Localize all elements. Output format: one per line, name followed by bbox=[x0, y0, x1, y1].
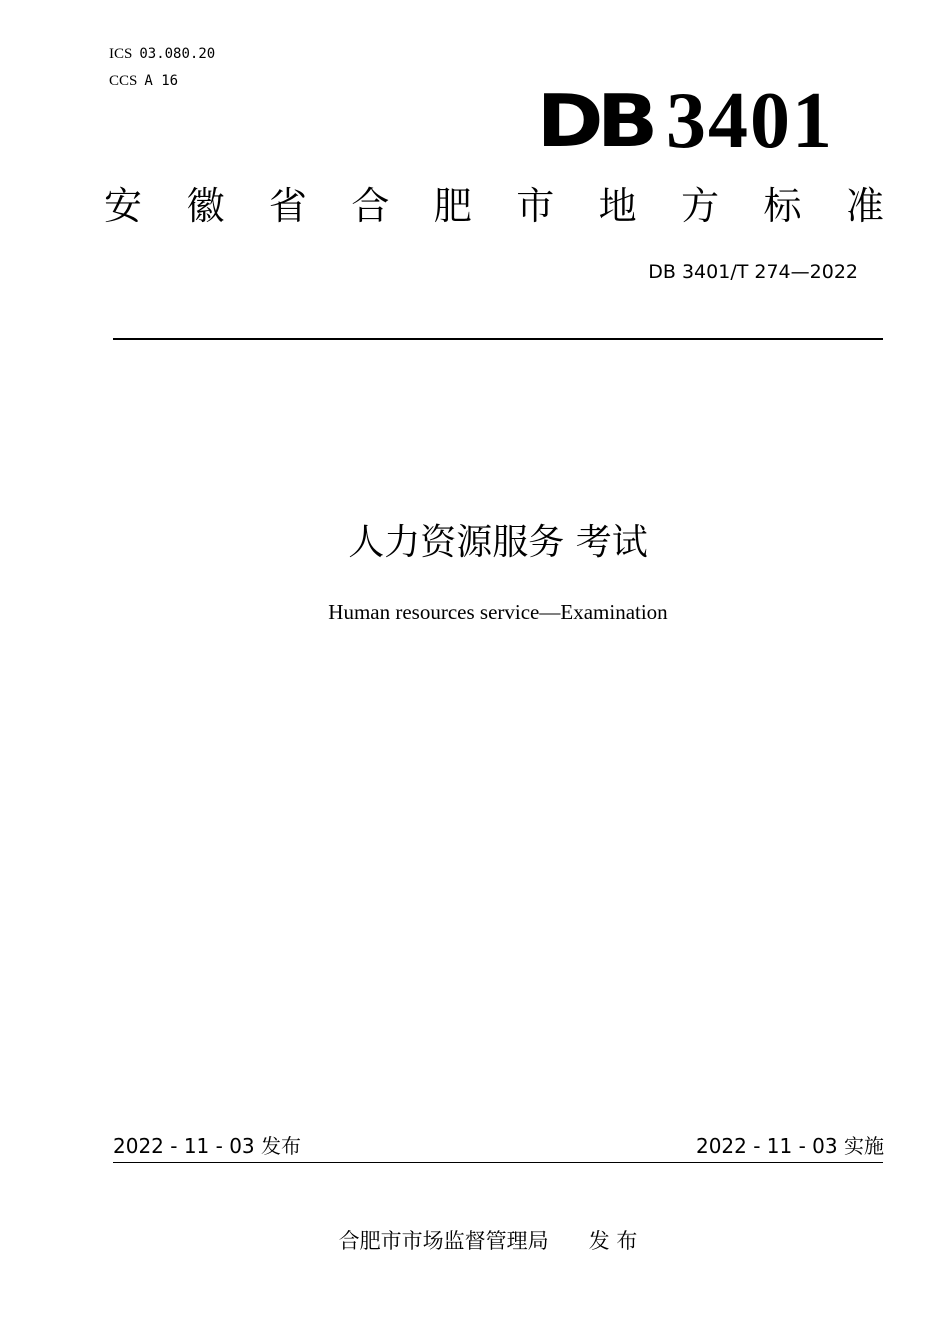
ccs-value: A 16 bbox=[144, 73, 179, 89]
bottom-divider bbox=[113, 1162, 883, 1163]
standard-name-char: 准 bbox=[845, 184, 884, 228]
top-divider bbox=[113, 338, 883, 340]
issuer-action: 发 布 bbox=[588, 1229, 638, 1253]
db-logo bbox=[537, 77, 834, 165]
issuer-line bbox=[0, 1227, 950, 1255]
document-title-cn: 人力资源服务 考试 bbox=[348, 522, 648, 563]
ics-label: ICS bbox=[109, 46, 133, 62]
implementation-date: 2022 - 11 - 03 实施 bbox=[695, 1134, 884, 1158]
issuer-name: 合肥市市场监督管理局 bbox=[338, 1229, 549, 1253]
issue-date: 2022 - 11 - 03 发布 bbox=[113, 1134, 302, 1158]
ics-value: 03.080.20 bbox=[139, 46, 216, 62]
standard-name-char: 地 bbox=[598, 184, 637, 228]
standard-name-char: 徽 bbox=[186, 184, 225, 228]
standard-name-char: 合 bbox=[351, 184, 390, 228]
standard-name-char: 标 bbox=[763, 184, 802, 228]
db-logo-number: 3401 bbox=[666, 77, 834, 165]
db-logo-prefix: DB bbox=[537, 79, 652, 163]
document-title-en: Human resources service—Examination bbox=[328, 600, 668, 624]
standard-name-char: 市 bbox=[516, 184, 555, 228]
standard-category-title bbox=[104, 182, 884, 230]
standard-name-char: 方 bbox=[681, 184, 720, 228]
standard-name-char: 省 bbox=[268, 184, 307, 228]
ccs-label: CCS bbox=[109, 73, 138, 89]
ics-code bbox=[109, 46, 215, 62]
ccs-code bbox=[109, 73, 178, 89]
standard-code: DB 3401/T 274—2022 bbox=[648, 261, 858, 283]
standard-name-char: 安 bbox=[104, 184, 143, 228]
standard-name-char: 肥 bbox=[433, 184, 472, 228]
